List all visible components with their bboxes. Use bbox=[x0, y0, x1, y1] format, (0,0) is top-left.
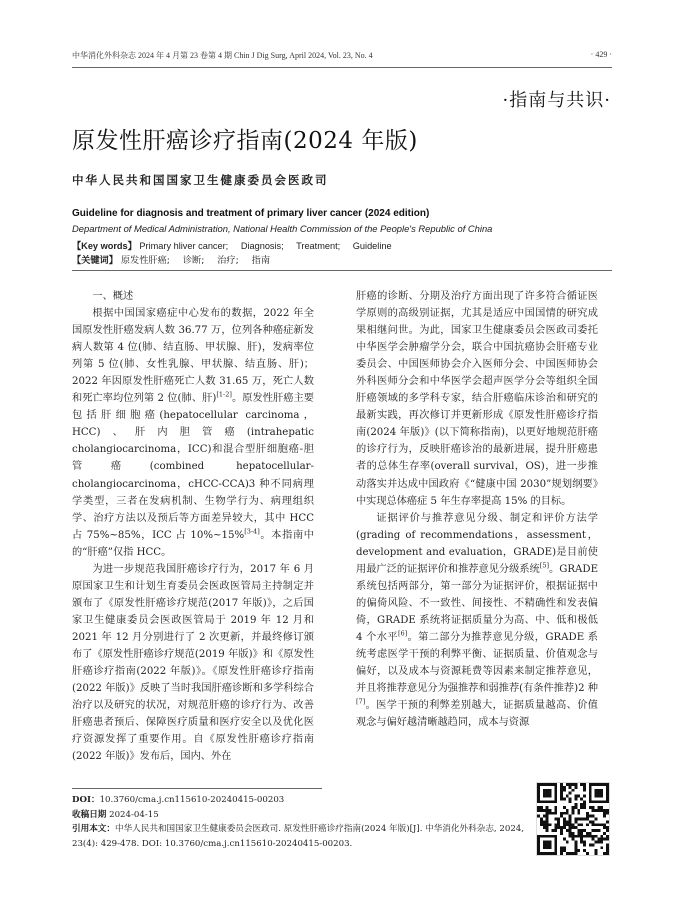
cite-value: 中华人民共和国国家卫生健康委员会医政司. 原发性肝癌诊疗指南(2024 年版)[J]. 中华消化外科杂志, 2024, 23(4): 429-478. DOI: 10.3760/cma.j.cn115610-20240415-00203. bbox=[72, 824, 524, 849]
text-run: 根据中国国家癌症中心发布的数据，2022 年全国原发性肝癌发病人数 36.77 万，位列各种癌症新发病人数第 4 位(肺、结直肠、甲状腺、肝)，发病率位列第 5 位(肺、女性乳腺、甲状腺、结直肠、肝)；2022 年因原发性肝癌死亡人数 31.65 万，死亡人数和死亡率均位列第 2 位(肺、肝) bbox=[72, 308, 314, 405]
citation[interactable]: [6] bbox=[397, 629, 408, 638]
doi-value[interactable]: 10.3760/cma.j.cn115610-20240415-00203 bbox=[99, 795, 285, 805]
citation-line bbox=[72, 822, 532, 851]
journal-info: 中华消化外科杂志 2024 年 4 月第 23 卷第 4 期 Chin J Dig Surg, April 2024, Vol. 23, No. 4 bbox=[72, 51, 373, 60]
english-affiliation: Department of Medical Administration, National Health Commission of the People's Republic of China bbox=[72, 223, 493, 234]
text-run: 。本指南中的“肝癌”仅指 HCC。 bbox=[72, 529, 314, 558]
body-column-right bbox=[356, 288, 598, 731]
citation[interactable]: [1-2] bbox=[216, 390, 232, 399]
keyword-cn: 治疗; bbox=[217, 255, 239, 266]
keywords-cn-label: 【关键词】 bbox=[72, 255, 118, 266]
english-title: Guideline for diagnosis and treatment of primary liver cancer (2024 edition) bbox=[72, 208, 430, 219]
keyword-en: Diagnosis; bbox=[240, 241, 284, 251]
keyword-cn: 诊断; bbox=[182, 255, 205, 266]
text-run: 。医学干预的利弊差别越大，证据质量越高、价值观念与偏好越清晰越趋同，成本与资源 bbox=[356, 700, 598, 729]
keyword-en: Guideline bbox=[352, 241, 392, 251]
keyword-en: Primary hliver cancer; bbox=[139, 241, 229, 251]
running-head bbox=[72, 50, 612, 64]
received-line bbox=[72, 808, 532, 823]
page-number: · 429 · bbox=[590, 50, 612, 59]
paragraph bbox=[356, 510, 598, 732]
header-rule bbox=[72, 67, 612, 68]
received-value: 2024-04-15 bbox=[106, 809, 159, 820]
text-run: 。原发性肝癌主要包括肝细胞癌(hepatocellular carcinoma，HCC)、肝内胆管癌(intrahepatic cholangiocarcinoma，ICC)和混合型肝细胞癌-胆管癌(combined hepatocellular-cholangiocarcinoma，cHCC-CCA)3 种不同病理学类型，三者在发病机制、生物学行为、病理组织学、治疗方法以及预后等方面差异较大，其中 HCC 占 75%~85%，ICC 占 10%~15% bbox=[72, 393, 314, 541]
text-run: 。第二部分为推荐意见分级，GRADE 系统考虑医学干预的利弊平衡、证据质量、价值观念与偏好，以及成本与资源耗费等因素来制定推荐意见，并且将推荐意见分为强推荐和弱推荐(有条件推荐)2 种 bbox=[356, 631, 598, 695]
footnote-rule bbox=[72, 788, 322, 789]
article-title: 原发性肝癌诊疗指南(2024 年版) bbox=[72, 128, 418, 154]
cite-label: 引用本文： bbox=[72, 824, 115, 835]
paragraph bbox=[72, 305, 314, 561]
citation[interactable]: [3-4] bbox=[244, 527, 260, 536]
keyword-cn: 指南 bbox=[251, 255, 271, 266]
abstract-rule bbox=[72, 270, 612, 271]
citation[interactable]: [7] bbox=[356, 697, 366, 706]
keywords-cn bbox=[72, 252, 280, 266]
doi-line bbox=[72, 793, 532, 808]
footnotes bbox=[72, 793, 532, 851]
keyword-en: Treatment; bbox=[296, 241, 341, 251]
keywords-en-label: 【Key words】 bbox=[72, 241, 137, 251]
citation[interactable]: [5] bbox=[539, 561, 549, 570]
body-column-left bbox=[72, 288, 314, 765]
text-run: 证据评价与推荐意见分级、制定和评价方法学(grading of recommendations，assessment，development and evaluation，GRADE)是目前使用最广泛的证据评价和推荐意见分级系统 bbox=[356, 512, 598, 575]
keywords-en bbox=[72, 238, 402, 252]
section-tag: ·指南与共识· bbox=[502, 90, 611, 111]
section-heading: 一、概述 bbox=[92, 291, 134, 302]
received-label: 收稿日期 bbox=[72, 809, 107, 820]
qr-code-icon[interactable] bbox=[536, 782, 610, 856]
paragraph: 肝癌的诊断、分期及治疗方面出现了许多符合循证医学原则的高级别证据，尤其是适应中国国情的研究成果相继问世。为此，国家卫生健康委员会医政司委托中华医学会肿瘤学分会，联合中国抗癌协会肝癌专业委员会、中国医师协会介入医师分会、中国医师协会外科医师分会和中华医学会超声医学分会等组织全国肝癌领域的多学科专家，结合肝癌临床诊治和研究的最新实践，再次修订并更新形成《原发性肝癌诊疗指南(2024 年版)》(以下简称指南)，以更好地规范肝癌的诊疗行为，反映肝癌诊治的最新进展，提升肝癌患者的总体生存率(overall survival，OS)，进一步推动落实并达成中国政府《“健康中国 2030”规划纲要》中实现总体癌症 5 年生存率提高 15% 的目标。 bbox=[356, 291, 598, 507]
author: 中华人民共和国国家卫生健康委员会医政司 bbox=[72, 173, 329, 187]
text-run: 。GRADE 系统包括两部分，第一部分为证据评价，根据证据中的偏倚风险、不一致性、间接性、不精确性和发表偏倚，GRADE 系统将证据质量分为高、中、低和极低 4 个水平 bbox=[356, 563, 599, 643]
doi-label: DOI： bbox=[72, 795, 100, 805]
paragraph: 为进一步规范我国肝癌诊疗行为，2017 年 6 月原国家卫生和计划生育委员会医政医管局主持制定并颁布了《原发性肝癌诊疗规范(2017 年版)》，之后国家卫生健康委员会医政医管局于 2019 年 12 月和 2021 年 12 月分别进行了 2 次更新，并最终修订颁布了《原发性肝癌诊疗规范(2019 年版)》和《原发性肝癌诊疗指南(2022 年版)》。《原发性肝癌诊疗指南(2022 年版)》反映了当时我国肝癌诊断和多学科综合治疗以及研究的状况，对规范肝癌的诊疗行为、改善肝癌患者预后、保障医疗质量和医疗安全以及优化医疗资源发挥了重要作用。自《原发性肝癌诊疗指南(2022 年版)》发布后，国内、外在 bbox=[72, 563, 314, 763]
keyword-cn: 原发性肝癌; bbox=[120, 255, 170, 266]
